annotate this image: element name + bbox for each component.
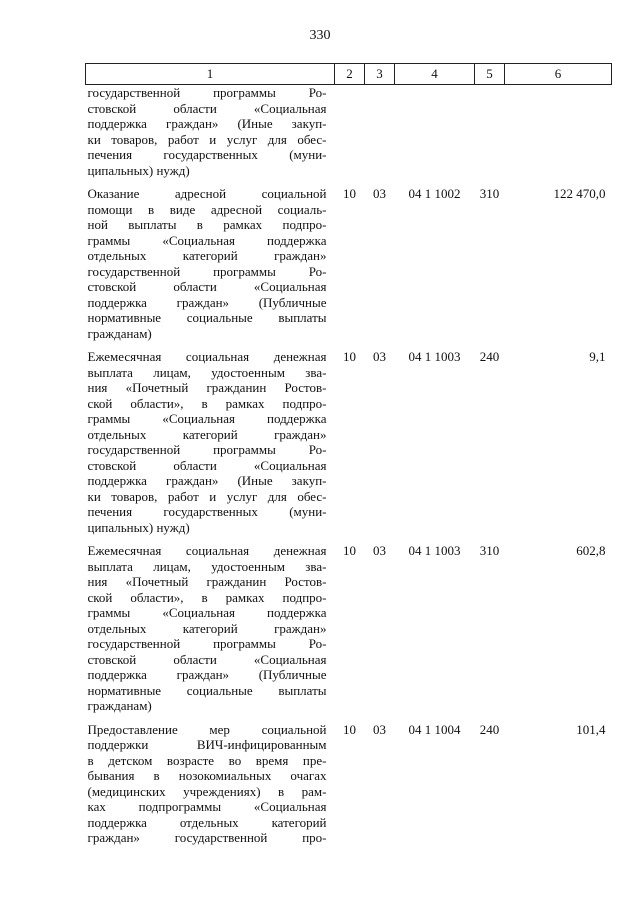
description-line: поддержки ВИЧ-инфицированным <box>87 737 327 752</box>
description-line: ния «Почетный гражданин Ростов- <box>87 574 327 589</box>
description-line: стовской области «Социальная <box>87 457 327 473</box>
description-line: нормативные социальные выплаты <box>87 682 327 698</box>
header-col-5: 5 <box>475 64 505 85</box>
description-line: печения государственных (муни- <box>87 504 327 519</box>
header-col-4: 4 <box>395 64 475 85</box>
description-line: отдельных категорий граждан» <box>87 426 327 442</box>
row-description <box>86 349 335 543</box>
section-code: 10 <box>343 186 356 201</box>
description-line: ной выплаты в рамках подпро- <box>87 217 327 232</box>
target-article-code: 04 1 1003 <box>408 543 461 558</box>
table-row <box>86 186 612 349</box>
row-description <box>86 722 335 854</box>
description-line: поддержка граждан» (Иные закуп- <box>87 116 327 131</box>
description-line: ках подпрограммы «Социальная <box>87 799 327 814</box>
description-line: государственной программы Ро- <box>87 636 327 651</box>
subsection-code: 03 <box>373 721 386 737</box>
row-description <box>86 543 335 722</box>
description-line: стовской области «Социальная <box>87 279 327 294</box>
table-row <box>86 349 612 543</box>
header-col-6: 6 <box>505 64 612 85</box>
header-col-3: 3 <box>365 64 395 85</box>
description-line: поддержка отдельных категорий <box>87 814 327 830</box>
description-line: поддержка граждан» (Публичные <box>87 667 327 682</box>
amount <box>505 85 612 187</box>
section-code: 10 <box>343 721 356 737</box>
description-line: ки товаров, работ и услуг для обес- <box>87 488 327 504</box>
description-line: стовской области «Социальная <box>87 651 327 667</box>
subsection-code <box>365 85 395 187</box>
budget-table <box>85 63 612 854</box>
description-line: ципальных) нужд) <box>87 519 190 535</box>
description-line: гражданам) <box>87 325 152 341</box>
table-row <box>86 722 612 854</box>
description-line: выплата лицам, удостоенным зва- <box>87 558 327 574</box>
target-article-code: 04 1 1004 <box>408 721 461 737</box>
description-line: Ежемесячная социальная денежная <box>87 543 327 558</box>
target-article-code: 04 1 1003 <box>408 349 461 364</box>
row-description <box>86 85 335 187</box>
description-line: граждан» государственной про- <box>87 830 327 845</box>
description-line: в детском возрасте во время пре- <box>87 752 327 768</box>
description-line: поддержка граждан» (Публичные <box>87 294 327 310</box>
target-article-code: 04 1 1002 <box>408 186 461 201</box>
section-code: 10 <box>343 543 356 558</box>
description-line: Ежемесячная социальная денежная <box>87 349 327 364</box>
description-line: государственной программы Ро- <box>87 85 327 100</box>
description-line: печения государственных (муни- <box>87 147 327 162</box>
description-line: государственной программы Ро- <box>87 442 327 457</box>
description-line: государственной программы Ро- <box>87 263 327 279</box>
subsection-code: 03 <box>373 349 386 364</box>
description-line: ской области», в рамках подпро- <box>87 589 327 605</box>
section-code <box>335 85 365 187</box>
section-code: 10 <box>343 349 356 364</box>
amount: 101,4 <box>576 721 606 737</box>
description-line: бывания в нозокомиальных очагах <box>87 768 327 783</box>
description-line: ской области», в рамках подпро- <box>87 395 327 411</box>
expense-type-code: 310 <box>479 543 500 558</box>
description-line: гражданам) <box>87 698 152 713</box>
target-article-code <box>395 85 475 187</box>
description-line: Оказание адресной социальной <box>87 186 327 201</box>
description-line: граммы «Социальная поддержка <box>87 411 327 426</box>
page-number: 330 <box>309 28 331 43</box>
description-line: ципальных) нужд) <box>87 162 190 178</box>
description-line: поддержка граждан» (Иные закуп- <box>87 473 327 488</box>
expense-type-code <box>475 85 505 187</box>
description-line: отдельных категорий граждан» <box>87 620 327 636</box>
amount: 9,1 <box>589 349 606 364</box>
description-line: граммы «Социальная поддержка <box>87 605 327 620</box>
table-row <box>86 85 612 187</box>
header-col-1: 1 <box>86 64 335 85</box>
expense-type-code: 240 <box>479 721 500 737</box>
amount: 602,8 <box>576 543 606 558</box>
description-line: (медицинских учреждениях) в рам- <box>87 783 327 799</box>
description-line: Предоставление мер социальной <box>87 721 327 737</box>
expense-type-code: 310 <box>479 186 500 201</box>
description-line: ния «Почетный гражданин Ростов- <box>87 380 327 395</box>
table-header-row <box>86 64 612 85</box>
description-line: помощи в виде адресной социаль- <box>87 201 327 217</box>
description-line: стовской области «Социальная <box>87 100 327 116</box>
subsection-code: 03 <box>373 543 386 558</box>
table-row <box>86 543 612 722</box>
header-col-2: 2 <box>335 64 365 85</box>
amount: 122 470,0 <box>553 186 606 201</box>
description-line: нормативные социальные выплаты <box>87 310 327 325</box>
description-line: выплата лицам, удостоенным зва- <box>87 364 327 380</box>
description-line: отдельных категорий граждан» <box>87 248 327 263</box>
description-line: ки товаров, работ и услуг для обес- <box>87 131 327 147</box>
row-description <box>86 186 335 349</box>
subsection-code: 03 <box>373 186 386 201</box>
description-line: граммы «Социальная поддержка <box>87 232 327 248</box>
expense-type-code: 240 <box>479 349 500 364</box>
